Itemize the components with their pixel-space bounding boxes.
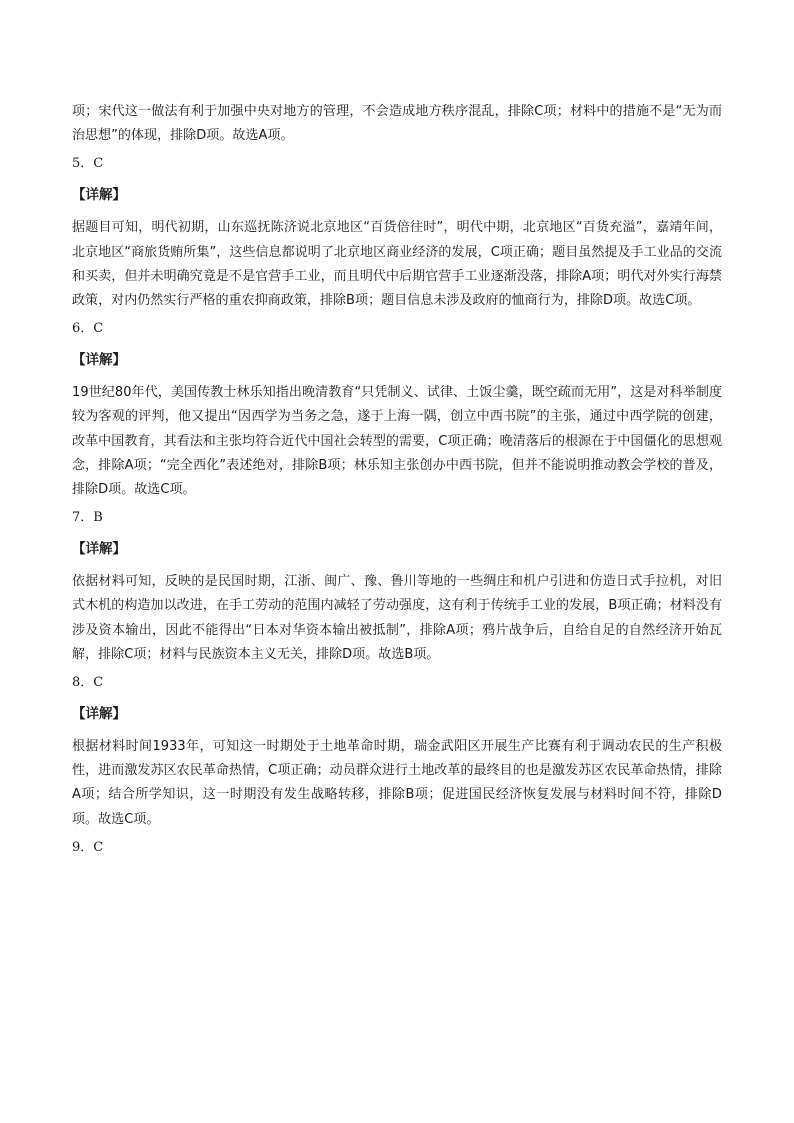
question-9-number: 9．C (72, 839, 104, 855)
answer-content (72, 100, 722, 858)
explanation-text: 19世纪80年代，美国传教士林乐知指出晚清教育“只凭制义、试律、土饭尘羹，既空疏而无用”，这是对科举制度较为客观的评判，他又提出“因西学为当务之急，遂于上海一隅，创立中西书院”的主张，通过中西学院的创建，改革中国教育，其看法和主张均符合近代中国社会转型的需要，C项正确；晚清落后的根源在于中国僵化的思想观念，排除A项；“完全西化”表述绝对，排除B项；林乐知主张创办中西书院，但并不能说明推动教会学校的普及，排除D项。故选C项。 (72, 385, 722, 498)
question-number: 7．B (72, 510, 103, 526)
question-number: 6．C (72, 321, 104, 337)
question-6 (72, 319, 722, 508)
explanation-heading: 【详解】 (72, 706, 126, 723)
question-5 (72, 154, 722, 319)
question-7 (72, 508, 722, 673)
question-number: 5．C (72, 156, 104, 172)
question-8 (72, 673, 722, 838)
explanation-text: 据题目可知，明代初期，山东巡抚陈济说北京地区“百货倍往时”，明代中期，北京地区“百货充溢”，嘉靖年间，北京地区“商旅货贿所集”，这些信息都说明了北京地区商业经济的发展，C项正确；题目虽然提及手工业品的交流和买卖，但并未明确究竟是不是官营手工业，而且明代中后期官营手工业逐渐没落，排除A项；明代对外实行海禁政策，对内仍然实行严格的重农抑商政策，排除B项；题目信息未涉及政府的恤商行为，排除D项。故选C项。 (72, 220, 722, 309)
explanation-heading: 【详解】 (72, 187, 126, 204)
explanation-heading: 【详解】 (72, 352, 126, 369)
explanation-text: 根据材料时间1933年，可知这一时期处于土地革命时期，瑞金武阳区开展生产比赛有利于调动农民的生产积极性，进而激发苏区农民革命热情，C项正确；动员群众进行土地改革的最终目的也是激发苏区农民革命热情，排除A项；结合所学知识，这一时期没有发生战略转移，排除B项；促进国民经济恢复发展与材料时间不符，排除D项。故选C项。 (72, 739, 722, 827)
explanation-heading: 【详解】 (72, 541, 126, 558)
explanation-text: 依据材料可知，反映的是民国时期，江浙、闽广、豫、鲁川等地的一些绸庄和机户引进和仿造日式手拉机，对旧式木机的构造加以改进，在手工劳动的范围内减轻了劳动强度，这有利于传统手工业的发展，B项正确；材料没有涉及资本输出，因此不能得出“日本对华资本输出被抵制”，排除A项；鸦片战争后，自给自足的自然经济开始瓦解，排除C项；材料与民族资本主义无关，排除D项。故选B项。 (72, 574, 722, 662)
intro-paragraph: 项；宋代这一做法有利于加强中央对地方的管理，不会造成地方秩序混乱，排除C项；材料中的措施不是“无为而治思想”的体现，排除D项。故选A项。 (72, 104, 722, 144)
question-number: 8．C (72, 675, 104, 691)
